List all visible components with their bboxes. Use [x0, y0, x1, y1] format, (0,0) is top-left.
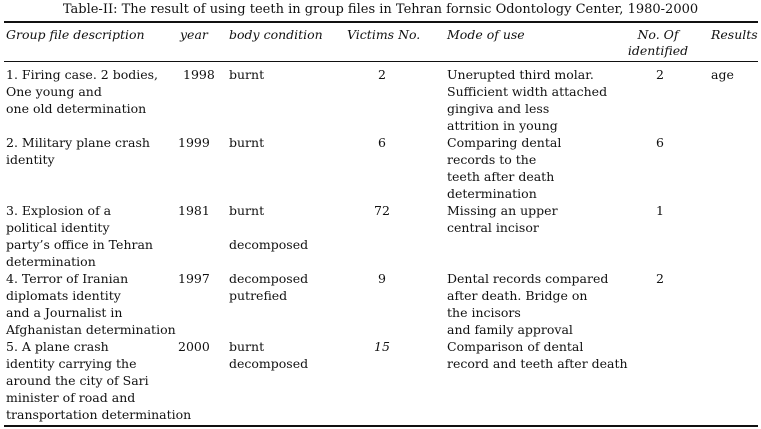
cell-body: decomposed [229, 356, 309, 371]
cell-identified: 1 [656, 203, 664, 218]
header-body-condition: body condition [229, 27, 323, 42]
cell-group: identity [6, 152, 55, 167]
cell-group: Afghanistan determination [6, 322, 176, 337]
cell-mode: Comparison of dental [447, 339, 584, 354]
cell-group: 4. Terror of Iranian [6, 271, 129, 286]
cell-mode: Comparing dental [447, 135, 562, 150]
cell-group: diplomats identity [6, 288, 121, 303]
cell-group: determination [6, 254, 96, 269]
cell-group: One young and [6, 84, 102, 99]
cell-mode: the incisors [447, 305, 521, 320]
cell-group: identity carrying the [6, 356, 137, 371]
cell-mode: Missing an upper [447, 203, 558, 218]
cell-body: burnt [229, 135, 265, 150]
cell-body: putrefied [229, 288, 288, 303]
cell-victims: 6 [378, 135, 386, 150]
cell-identified: 2 [656, 271, 664, 286]
cell-mode: Sufficient width attached [447, 84, 608, 99]
cell-group: one old determination [6, 101, 147, 116]
header-rule [4, 61, 758, 62]
cell-group: minister of road and [6, 390, 136, 405]
cell-victims: 15 [374, 339, 390, 354]
cell-year: 1999 [178, 135, 210, 150]
cell-group: political identity [6, 220, 110, 235]
cell-mode: attrition in young [447, 118, 558, 133]
cell-body: decomposed [229, 237, 309, 252]
cell-victims: 2 [378, 67, 386, 82]
cell-mode: after death. Bridge on [447, 288, 588, 303]
header-mode-of-use: Mode of use [447, 27, 525, 42]
cell-mode: records to the [447, 152, 537, 167]
cell-group: 2. Military plane crash [6, 135, 150, 150]
cell-year: 2000 [178, 339, 210, 354]
cell-group: 3. Explosion of a [6, 203, 112, 218]
table-title: Table-II: The result of using teeth in group files in Tehran fornsic Odontology Center, 1980-2000 [62, 2, 699, 17]
cell-victims: 72 [374, 203, 390, 218]
bottom-rule [4, 425, 758, 427]
header-no-of-identified-line-2: identified [627, 43, 689, 58]
cell-mode: and family approval [447, 322, 573, 337]
cell-mode: Unerupted third molar. [447, 67, 594, 82]
cell-victims: 9 [378, 271, 386, 286]
cell-mode: teeth after death [447, 169, 555, 184]
cell-mode: central incisor [447, 220, 539, 235]
header-results: Results [711, 27, 758, 42]
cell-body: burnt [229, 67, 265, 82]
cell-group: and a Journalist in [6, 305, 123, 320]
cell-year: 1998 [183, 67, 215, 82]
cell-group: 5. A plane crash [6, 339, 109, 354]
top-rule [4, 21, 758, 23]
cell-body: decomposed [229, 271, 309, 286]
header-year: year [180, 27, 208, 42]
cell-group: party’s office in Tehran [6, 237, 153, 252]
cell-mode: Dental records compared [447, 271, 609, 286]
cell-mode: gingiva and less [447, 101, 550, 116]
cell-year: 1997 [178, 271, 210, 286]
header-group-file-description: Group file description [6, 27, 145, 42]
header-victims-no: Victims No. [347, 27, 421, 42]
cell-group: transportation determination [6, 407, 192, 422]
header-no-of-identified [626, 27, 690, 59]
cell-mode: record and teeth after death [447, 356, 628, 371]
header-no-of-identified-line-1: No. Of [637, 27, 679, 42]
cell-body: burnt [229, 339, 265, 354]
cell-group: around the city of Sari [6, 373, 149, 388]
cell-year: 1981 [178, 203, 210, 218]
cell-body: burnt [229, 203, 265, 218]
cell-identified: 6 [656, 135, 664, 150]
cell-mode: determination [447, 186, 537, 201]
cell-results: age [711, 67, 734, 82]
cell-group: 1. Firing case. 2 bodies, [6, 67, 159, 82]
cell-identified: 2 [656, 67, 664, 82]
